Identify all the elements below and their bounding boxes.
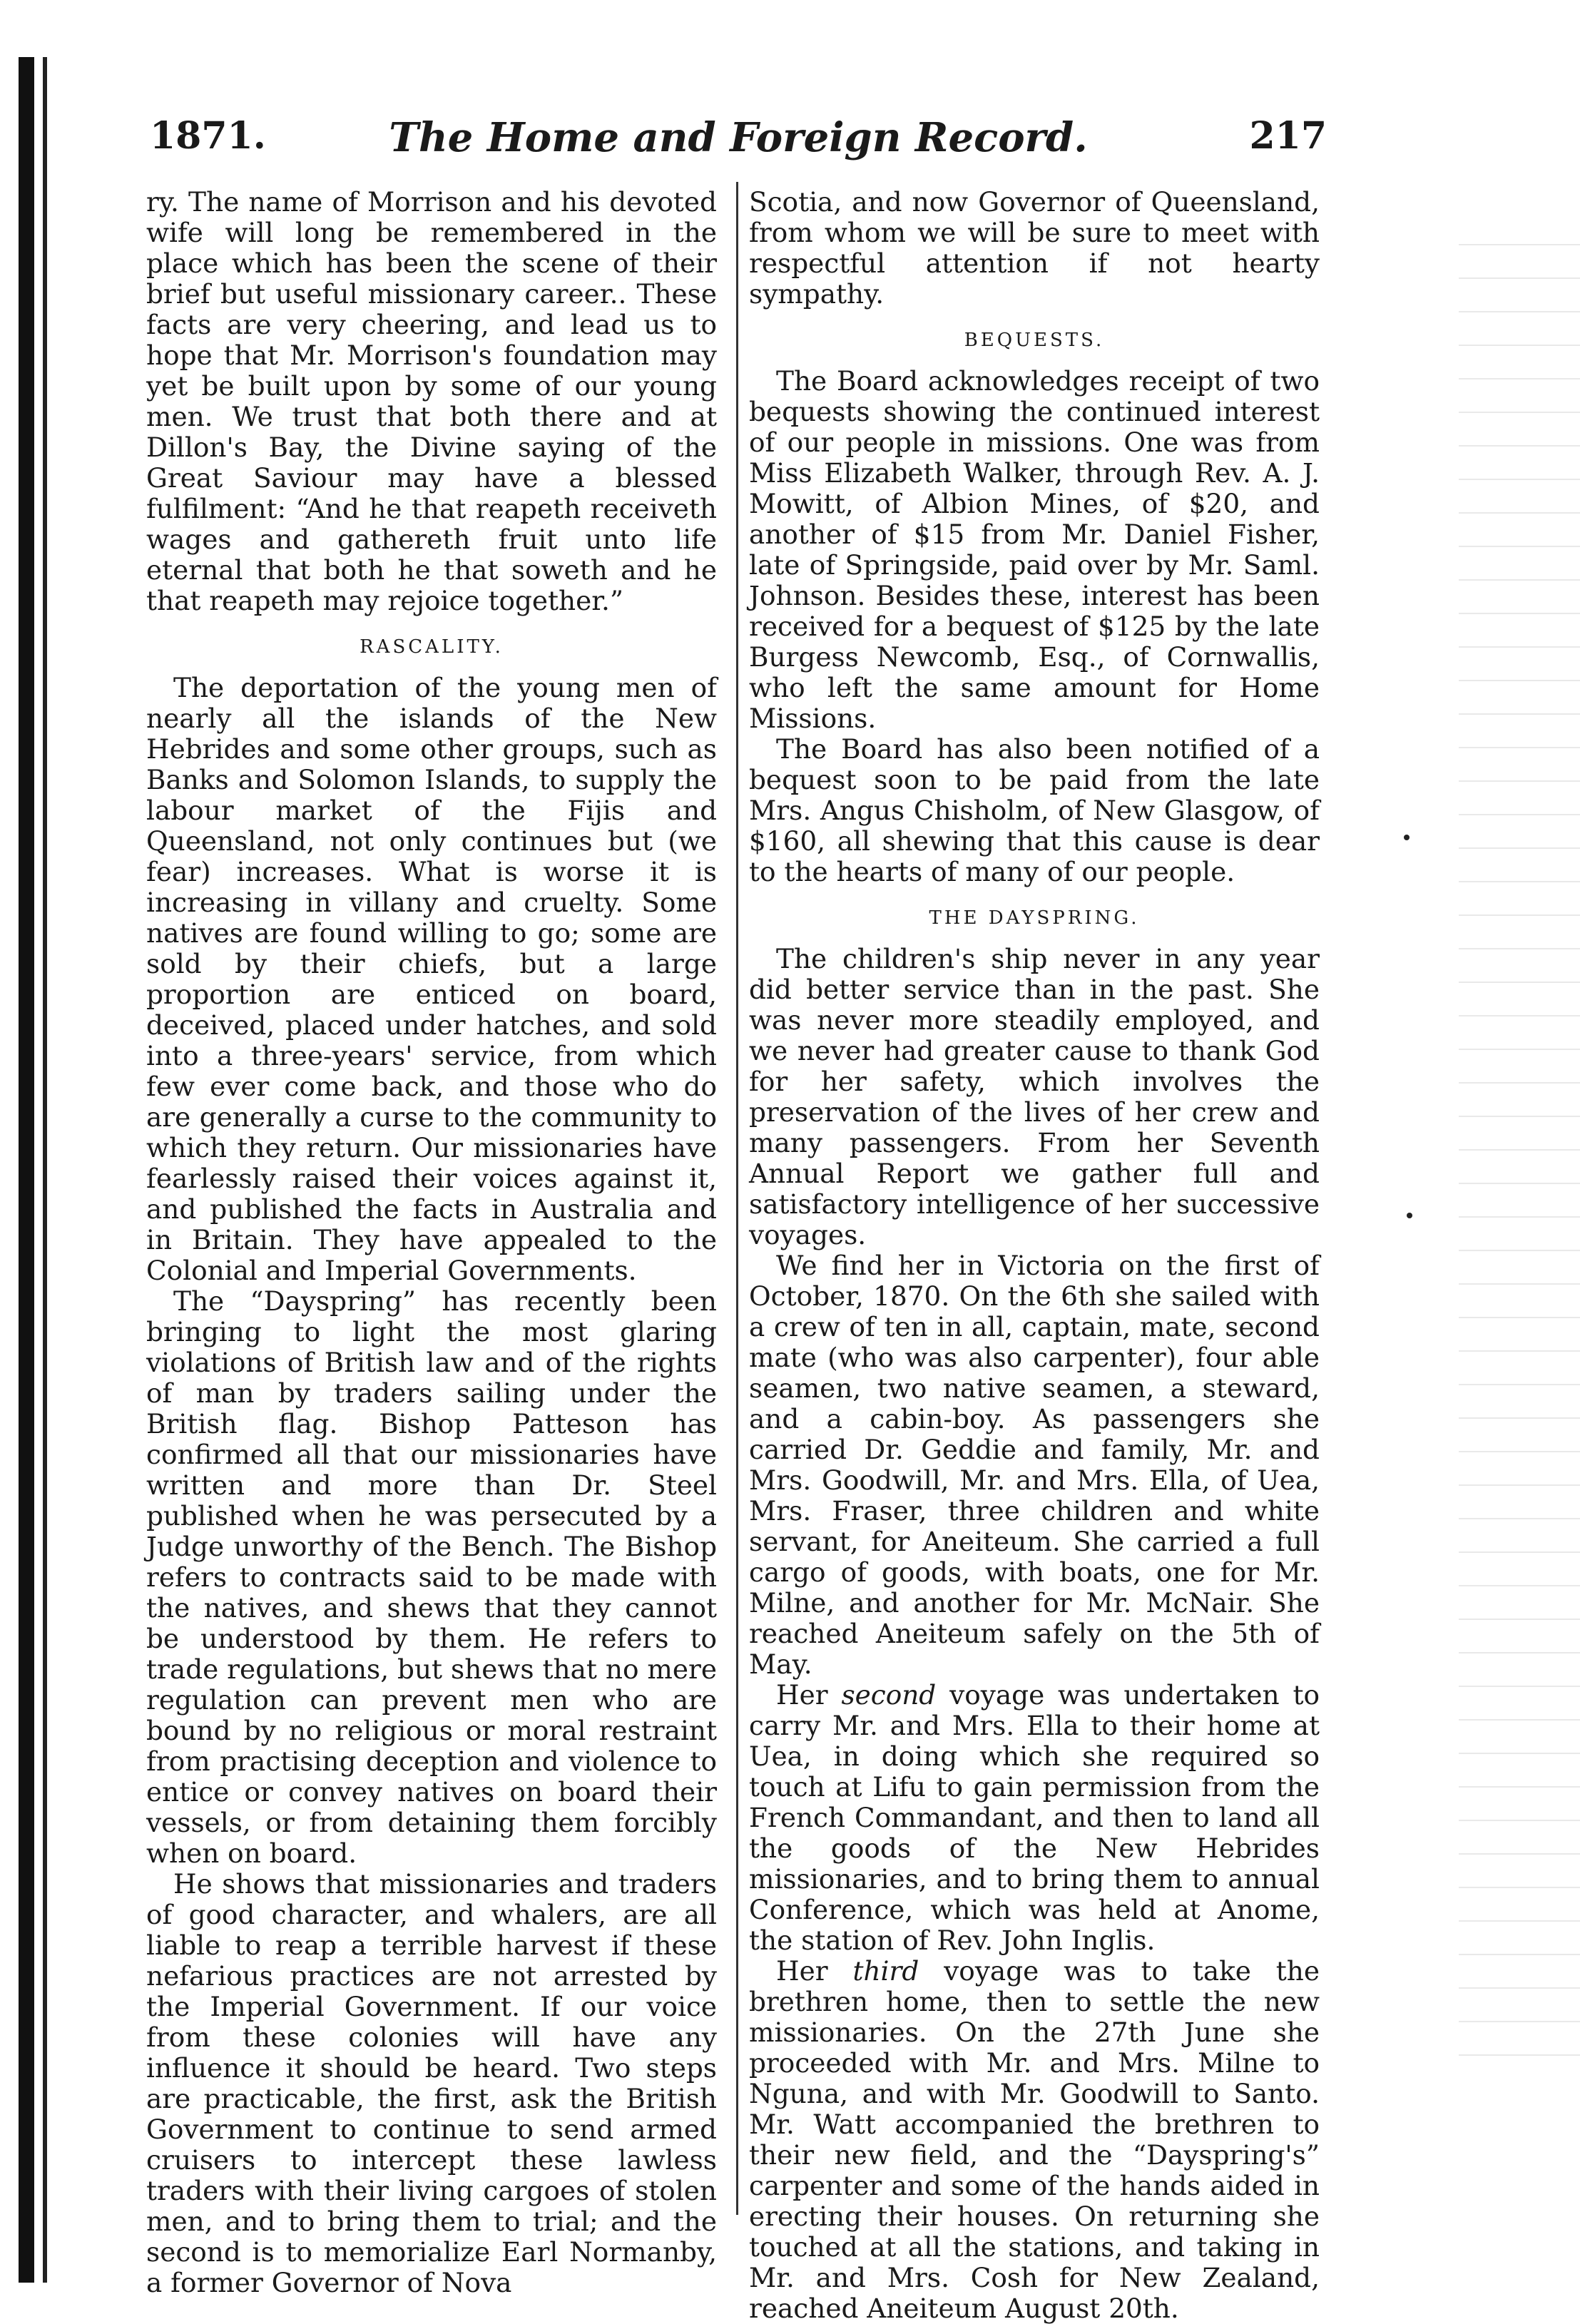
- section-heading-rascality: RASCALITY.: [360, 636, 504, 658]
- section-heading-bequests: BEQUESTS.: [964, 330, 1105, 351]
- paragraph: The children's ship never in any year did better service than in the past. She was never more steadily employed, and we never had greater cause to thank God for her safety, which involves the preservation of the lives of her crew and many passengers. From her Seventh Annual Report we gather full and satisfactory intelligence of her successive voyages.: [749, 943, 1320, 1250]
- paragraph: Scotia, and now Governor of Queensland, from whom we will be sure to meet with respectful attention if not hearty sympathy.: [749, 186, 1320, 310]
- text-span: Her: [776, 1679, 842, 1711]
- paragraph: [749, 1956, 1320, 2324]
- right-column: [749, 187, 1320, 2324]
- column-divider: [736, 182, 738, 2215]
- paragraph: The Board has also been notified of a bequest soon to be paid from the late Mrs. Angus Chisholm, of New Glasgow, of $160, all shewing that this cause is dear to the hearts of many of our people.: [749, 733, 1320, 887]
- text-span: voyage was undertaken to carry Mr. and Mrs. Ella to their home at Uea, in doing which she required so touch at Lifu to gain permission from the French Commandant, and then to land all the goods of the New Hebrides missionaries, and to bring them to annual Conference, which was held at Anome, the station of Rev. John Inglis.: [749, 1679, 1320, 1956]
- paragraph: We find her in Victoria on the first of October, 1870. On the 6th she sailed with a crew of ten in all, captain, mate, second mate (who was also carpenter), four able seamen, two native seamen, a steward, and a cabin-boy. As passengers she carried Dr. Geddie and family, Mr. and Mrs. Goodwill, Mr. and Mrs. Ella, of Uea, Mrs. Fraser, three children and white servant, for Aneiteum. She carried a full cargo of goods, with boats, one for Mr. Milne, and another for Mr. McNair. She reached Aneiteum safely on the 5th of May.: [749, 1250, 1320, 1680]
- header-year: 1871.: [150, 114, 266, 158]
- binding-edge-line: [43, 57, 47, 2283]
- journal-title: The Home and Foreign Record.: [389, 114, 1088, 161]
- paragraph: The “Dayspring” has recently been bringing to light the most glaring violations of British law and of the rights of man by traders sailing under the British flag. Bishop Patteson has confirmed all that our missionaries have written and more than Dr. Steel published when he was persecuted by a Judge unworthy of the Bench. The Bishop refers to contracts said to be made with the natives, and shews that they cannot be understood by them. He refers to trade regulations, but shews that no mere regulation can prevent men who are bound by no religious or moral restraint from practising deception and violence to entice or convey natives on board their vessels, or from detaining them forcibly when on board.: [146, 1285, 717, 1869]
- paragraph: ry. The name of Morrison and his devoted wife will long be remembered in the place which has been the scene of their brief but useful missionary career.. These facts are very cheering, and lead us to hope that Mr. Morrison's foundation may yet be built upon by some of our young men. We trust that both there and at Dillon's Bay, the Divine saying of the Great Saviour may have a blessed fulfilment: “And he that reapeth receiveth wages and gathereth fruit unto life eternal that both he that soweth and he that reapeth may rejoice together.”: [146, 186, 717, 616]
- paragraph: The Board acknowledges receipt of two bequests showing the continued interest of our people in missions. One was from Miss Elizabeth Walker, through Rev. A. J. Mowitt, of Albion Mines, of $20, and another of $15 from Mr. Daniel Fisher, late of Springside, paid over by Mr. Saml. Johnson. Besides these, interest has been received for a bequest of $125 by the late Burgess Newcomb, Esq., of Cornwallis, who left the same amount for Home Missions.: [749, 365, 1320, 734]
- emphasis: second: [841, 1679, 937, 1711]
- text-span: Her: [776, 1955, 853, 1987]
- binding-edge: [19, 57, 34, 2283]
- paragraph: He shows that missionaries and traders of good character, and whalers, are all liable to reap a terrible harvest if these nefarious practices are not arrested by the Imperial Government. If our voice from these colonies will have any influence it should be heard. Two steps are practicable, the first, ask the British Government to continue to send armed cruisers to intercept these lawless traders with their living cargoes of stolen men, and to bring them to trial; and the second is to memorialize Earl Normanby, a former Governor of Nova: [146, 1868, 717, 2298]
- running-header: [150, 114, 1327, 171]
- text-span: voyage was to take the brethren home, then to settle the new missionaries. On the 27th June she proceeded with Mr. and Mrs. Milne to Nguna, and with Mr. Goodwill to Santo. Mr. Watt accompanied the brethren to their new field, and the “Dayspring's” carpenter and some of the hands aided in erecting their houses. On returning she touched at all the stations, and taking in Mr. and Mrs. Cosh for New Zealand, reached Aneiteum August 20th.: [749, 1955, 1320, 2324]
- scan-speck: [1404, 835, 1410, 840]
- left-column: [146, 187, 717, 2298]
- page-number: 217: [1249, 114, 1327, 158]
- emphasis: third: [852, 1955, 919, 1987]
- scan-speck: [1407, 1213, 1412, 1218]
- section-heading-dayspring: THE DAYSPRING.: [929, 907, 1140, 929]
- paragraph: [749, 1680, 1320, 1956]
- scan-edge-shadow: [1459, 228, 1580, 2083]
- paragraph: The deportation of the young men of nearly all the islands of the New Hebrides and some other groups, such as Banks and Solomon Islands, to supply the labour market of the Fijis and Queensland, not only continues but (we fear) increases. What is worse it is increasing in villany and cruelty. Some natives are found willing to go; some are sold by their chiefs, but a large proportion are enticed on board, deceived, placed under hatches, and sold into a three-years' service, from which few ever come back, and those who do are generally a curse to the community to which they return. Our missionaries have fearlessly raised their voices against it, and published the facts in Australia and in Britain. They have appealed to the Colonial and Imperial Governments.: [146, 672, 717, 1286]
